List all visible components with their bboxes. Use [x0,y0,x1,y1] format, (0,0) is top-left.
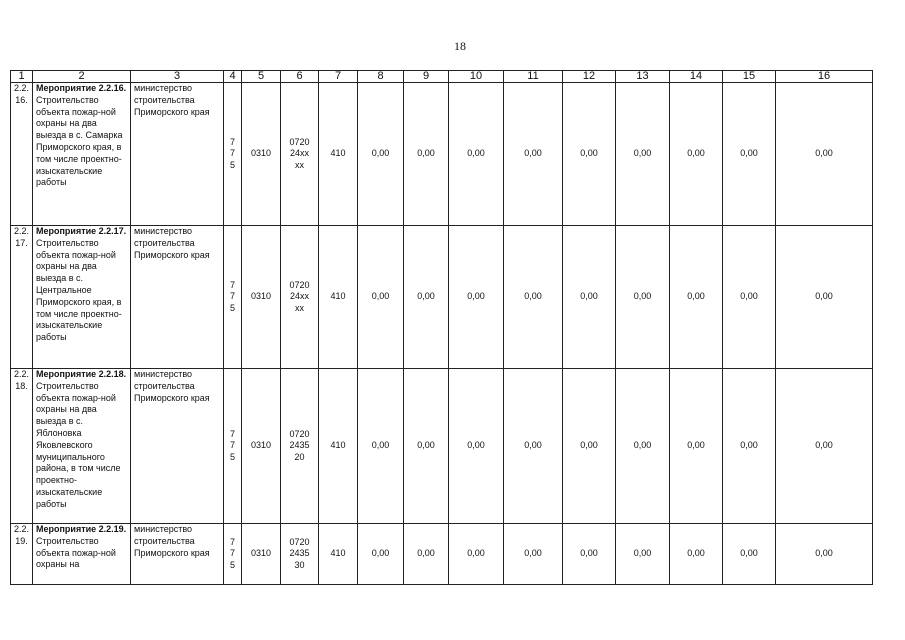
table-row [11,83,873,226]
value-cell: 0,00 [404,524,449,585]
value-cell: 0,00 [616,226,670,369]
responsible-org: министерство строительства Приморского края [131,83,224,226]
code-expense-type: 410 [319,83,358,226]
value-cell: 0,00 [504,524,563,585]
code-ministry: 7 7 5 [224,226,242,369]
code-section: 0310 [242,226,281,369]
responsible-org: министерство строительства Приморского края [131,524,224,585]
value-cell: 0,00 [776,226,873,369]
value-cell: 0,00 [723,226,776,369]
row-number: 2.2. 16. [11,83,33,226]
row-number: 2.2. 18. [11,369,33,524]
activity-description: Строительство объекта пожар-ной охраны на два выезда в с. Центральное Приморского края, в том числе проектно-изыскательские работы [36,237,122,343]
column-header: 8 [358,71,404,83]
activity-description: Строительство объекта пожар-ной охраны на два выезда в с. Яблоновка Яковлевского муниципального района, в том числе проектно-изыскательские работы [36,380,121,509]
value-cell: 0,00 [616,369,670,524]
value-cell: 0,00 [670,369,723,524]
column-header: 1 [11,71,33,83]
page-number: 18 [454,39,466,53]
value-cell: 0,00 [723,369,776,524]
responsible-org: министерство строительства Приморского края [131,369,224,524]
code-expense-type: 410 [319,524,358,585]
value-cell: 0,00 [723,524,776,585]
column-header: 13 [616,71,670,83]
activity-title: Мероприятие 2.2.17. [36,226,127,236]
column-header: 3 [131,71,224,83]
column-header: 15 [723,71,776,83]
activity-title: Мероприятие 2.2.18. [36,369,127,379]
value-cell: 0,00 [670,524,723,585]
code-target: 0720 2435 20 [281,369,319,524]
value-cell: 0,00 [776,524,873,585]
value-cell: 0,00 [776,83,873,226]
value-cell: 0,00 [563,369,616,524]
value-cell: 0,00 [404,369,449,524]
value-cell: 0,00 [504,369,563,524]
value-cell: 0,00 [449,369,504,524]
value-cell: 0,00 [616,524,670,585]
activity-description: Строительство объекта пожар-ной охраны на [36,535,116,570]
column-header: 11 [504,71,563,83]
value-cell: 0,00 [358,226,404,369]
column-header: 5 [242,71,281,83]
activity-description: Строительство объекта пожар-ной охраны на два выезда в с. Самарка Приморского края, в том числе проектно-изыскательские работы [36,94,123,188]
code-target: 0720 24хх хх [281,226,319,369]
value-cell: 0,00 [504,83,563,226]
code-ministry: 7 7 5 [224,369,242,524]
value-cell: 0,00 [358,524,404,585]
code-ministry: 7 7 5 [224,83,242,226]
column-header: 2 [33,71,131,83]
activity-title: Мероприятие 2.2.16. [36,83,127,93]
code-section: 0310 [242,369,281,524]
value-cell: 0,00 [404,83,449,226]
value-cell: 0,00 [670,226,723,369]
code-section: 0310 [242,83,281,226]
table-row [11,226,873,369]
code-expense-type: 410 [319,226,358,369]
value-cell: 0,00 [404,226,449,369]
table-row [11,369,873,524]
column-header: 4 [224,71,242,83]
column-header: 14 [670,71,723,83]
column-header: 16 [776,71,873,83]
activity-cell [33,226,131,369]
activity-cell [33,524,131,585]
table-row [11,524,873,585]
code-expense-type: 410 [319,369,358,524]
column-header: 6 [281,71,319,83]
activity-cell [33,369,131,524]
code-section: 0310 [242,524,281,585]
row-number: 2.2. 19. [11,524,33,585]
column-header: 12 [563,71,616,83]
value-cell: 0,00 [504,226,563,369]
row-number: 2.2. 17. [11,226,33,369]
column-header: 7 [319,71,358,83]
budget-table [10,70,873,585]
responsible-org: министерство строительства Приморского края [131,226,224,369]
value-cell: 0,00 [563,226,616,369]
value-cell: 0,00 [449,524,504,585]
value-cell: 0,00 [563,83,616,226]
table-header-row [11,71,873,83]
value-cell: 0,00 [449,226,504,369]
value-cell: 0,00 [358,369,404,524]
code-target: 0720 24хх хх [281,83,319,226]
value-cell: 0,00 [723,83,776,226]
value-cell: 0,00 [449,83,504,226]
value-cell: 0,00 [563,524,616,585]
value-cell: 0,00 [670,83,723,226]
code-target: 0720 2435 30 [281,524,319,585]
activity-title: Мероприятие 2.2.19. [36,524,127,534]
activity-cell [33,83,131,226]
code-ministry: 7 7 5 [224,524,242,585]
value-cell: 0,00 [616,83,670,226]
column-header: 9 [404,71,449,83]
value-cell: 0,00 [776,369,873,524]
value-cell: 0,00 [358,83,404,226]
column-header: 10 [449,71,504,83]
